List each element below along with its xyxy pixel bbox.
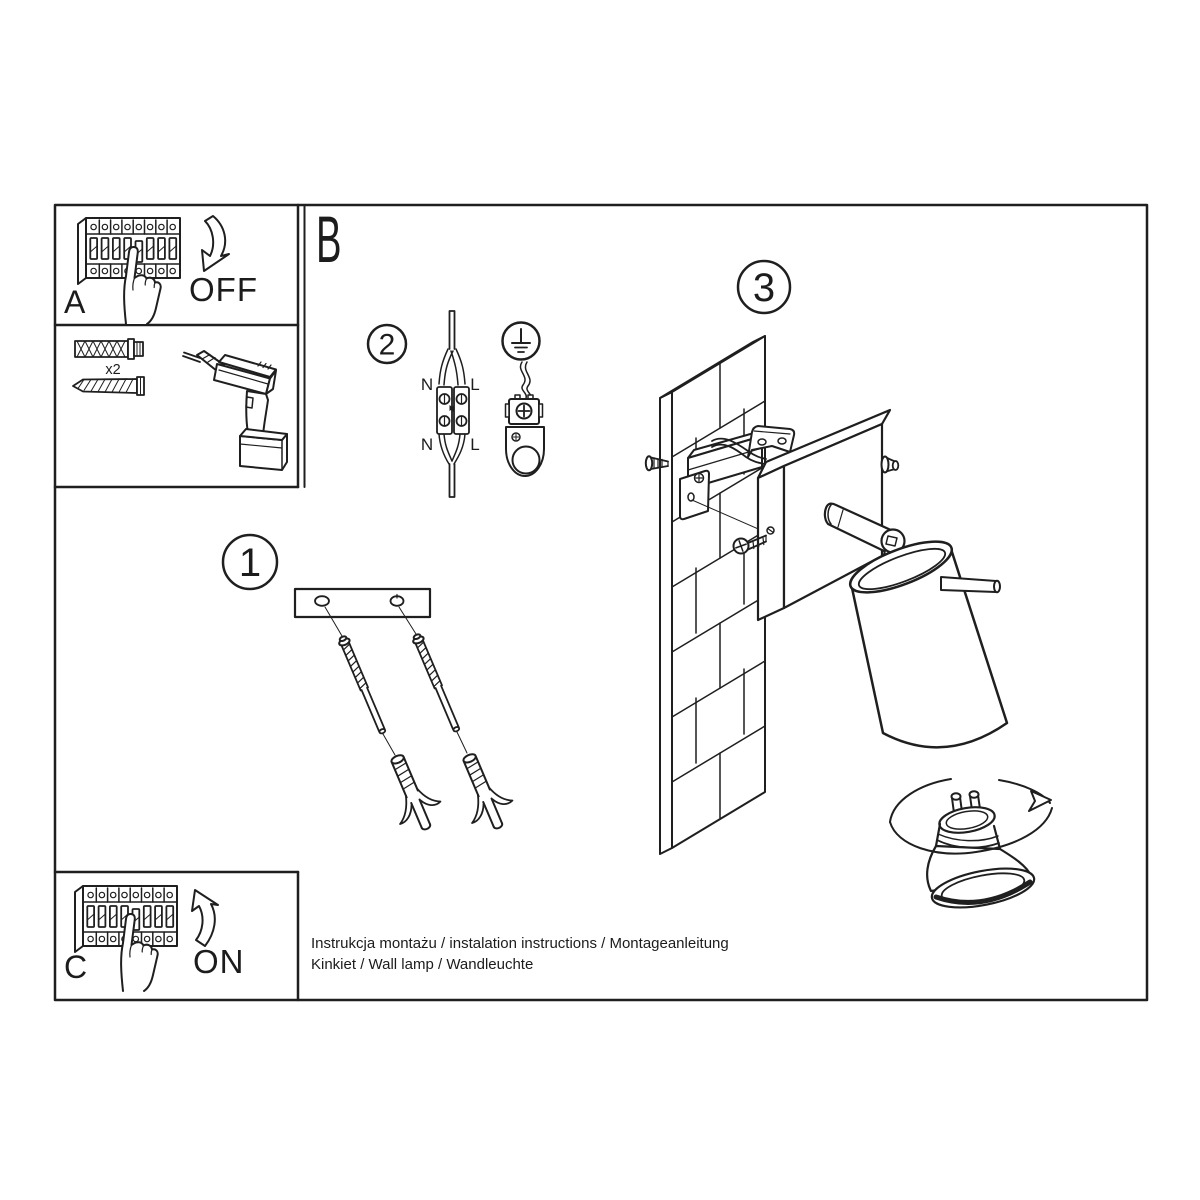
alignment-lines (325, 607, 467, 755)
screw-icon (73, 377, 144, 395)
lamp-shade-icon (844, 531, 1007, 747)
brick-wall-icon (660, 336, 765, 854)
step-1-number: 1 (238, 541, 262, 585)
ground-symbol-icon (503, 323, 540, 360)
panel-c-breaker-on (64, 886, 245, 991)
mounting-bar-icon (295, 589, 430, 617)
wall-anchor-icon (375, 747, 448, 838)
panel-a-breaker-off (64, 216, 258, 324)
rotation-arrowhead-icon (1029, 791, 1051, 811)
step-2-number: 2 (378, 328, 396, 362)
rotation-arrow-back-left (890, 779, 951, 822)
terminal-block-icon (437, 387, 469, 434)
section-b-label: B (316, 203, 342, 277)
drill-icon (183, 351, 287, 470)
footer (311, 935, 729, 973)
wire-label-n-bottom: N (420, 435, 434, 454)
anchor-quantity: x2 (105, 362, 121, 378)
wood-screw-icon (337, 635, 388, 735)
panel-a-label: A (64, 284, 86, 320)
wall-plug-icon (75, 339, 143, 359)
footer-line-1: Instrukcja montażu / instalation instructions / Montageanleitung (311, 935, 729, 952)
ground-terminal-icon (506, 362, 545, 476)
panel-a-state: OFF (189, 271, 258, 308)
wire-label-l-top: L (470, 375, 480, 394)
footer-line-2: Kinkiet / Wall lamp / Wandleuchte (311, 956, 534, 973)
canopy-screw-icon (882, 457, 899, 473)
wire-label-l-bottom: L (470, 435, 480, 454)
panel-c-label: C (64, 949, 88, 985)
step-3-mounting (646, 261, 1007, 854)
step-2-wiring (368, 311, 544, 497)
arrow-up-icon (192, 890, 218, 946)
wire-label-n-top: N (420, 375, 434, 394)
bulb-diagram (890, 779, 1052, 915)
step-1-fixings (223, 535, 520, 838)
panel-c-state: ON (193, 943, 245, 980)
arrow-down-icon (202, 216, 229, 271)
tools-box (73, 339, 287, 470)
adjust-handle-icon (941, 577, 1000, 592)
wall-anchor-icon (447, 746, 520, 837)
step-3-number: 3 (752, 266, 776, 310)
wood-screw-icon (411, 633, 462, 733)
